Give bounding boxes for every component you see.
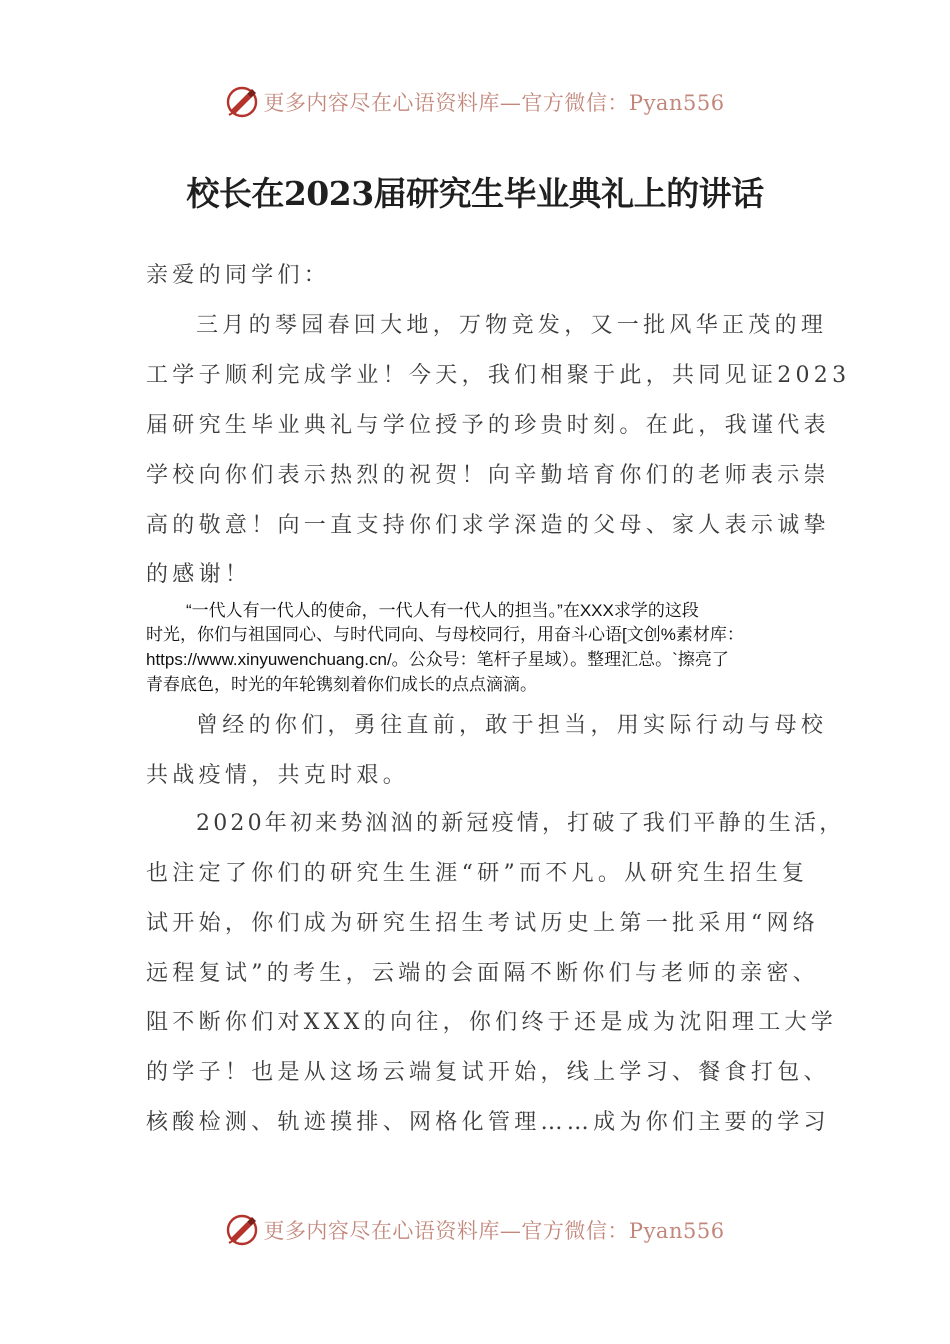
paragraph3-line: 的学子！也是从这场云端复试开始，线上学习、餐食打包、	[146, 1060, 830, 1085]
paragraph1-line: 高的敬意！向一直支持你们求学深造的父母、家人表示诚挚	[146, 513, 830, 538]
insert-note-line: “一代人有一代人的使命，一代人有一代人的担当。”在XXX求学的这段	[186, 601, 699, 620]
footer-banner	[0, 1208, 950, 1252]
paragraph2-line: 共战疫情，共克时艰。	[146, 763, 410, 788]
paragraph3-line: 试开始，你们成为研究生招生考试历史上第一批采用“网络	[146, 911, 820, 936]
header-banner-text: 更多内容尽在心语资料库—官方微信：Pyan556	[263, 91, 725, 115]
insert-note-line: 时光，你们与祖国同心、与时代同向、与母校同行，用奋斗心语[文创%素材库：	[146, 625, 744, 644]
paragraph1-line: 的感谢！	[146, 562, 252, 587]
paragraph1-line: 届研究生毕业典礼与学位授予的珍贵时刻。在此，我谨代表	[146, 413, 830, 438]
paragraph1-line: 工学子顺利完成学业！今天，我们相聚于此，共同见证2023	[146, 363, 851, 388]
header-banner	[0, 80, 950, 124]
pen-logo-icon	[225, 1213, 259, 1247]
paragraph3-line: 阻不断你们对XXX的向往，你们终于还是成为沈阳理工大学	[146, 1010, 838, 1035]
paragraph3-line: 核酸检测、轨迹摸排、网格化管理……成为你们主要的学习	[146, 1110, 830, 1135]
paragraph1-line: 学校向你们表示热烈的祝贺！向辛勤培育你们的老师表示崇	[146, 463, 830, 488]
insert-note-line: https://www.xinyuwenchuang.cn/。公众号：笔杆子星域）。整理汇总。`擦亮了	[146, 650, 729, 669]
footer-banner-text: 更多内容尽在心语资料库—官方微信：Pyan556	[263, 1219, 725, 1243]
page-title: 校长在2023届研究生毕业典礼上的讲话	[186, 174, 764, 213]
paragraph3-line: 也注定了你们的研究生生涯“研”而不凡。从研究生招生复	[146, 861, 809, 886]
paragraph2-line: 曾经的你们，勇往直前，敢于担当，用实际行动与母校	[196, 713, 828, 738]
insert-note-line: 青春底色，时光的年轮镌刻着你们成长的点点滴滴。	[146, 675, 537, 694]
paragraph3-line: 2020年初来势汹汹的新冠疫情，打破了我们平静的生活，	[196, 811, 845, 836]
greeting: 亲爱的同学们：	[146, 263, 331, 288]
paragraph3-line: 远程复试”的考生，云端的会面隔不断你们与老师的亲密、	[146, 961, 820, 986]
pen-logo-icon	[225, 85, 259, 119]
paragraph1-line: 三月的琴园春回大地，万物竞发，又一批风华正茂的理	[196, 313, 828, 338]
